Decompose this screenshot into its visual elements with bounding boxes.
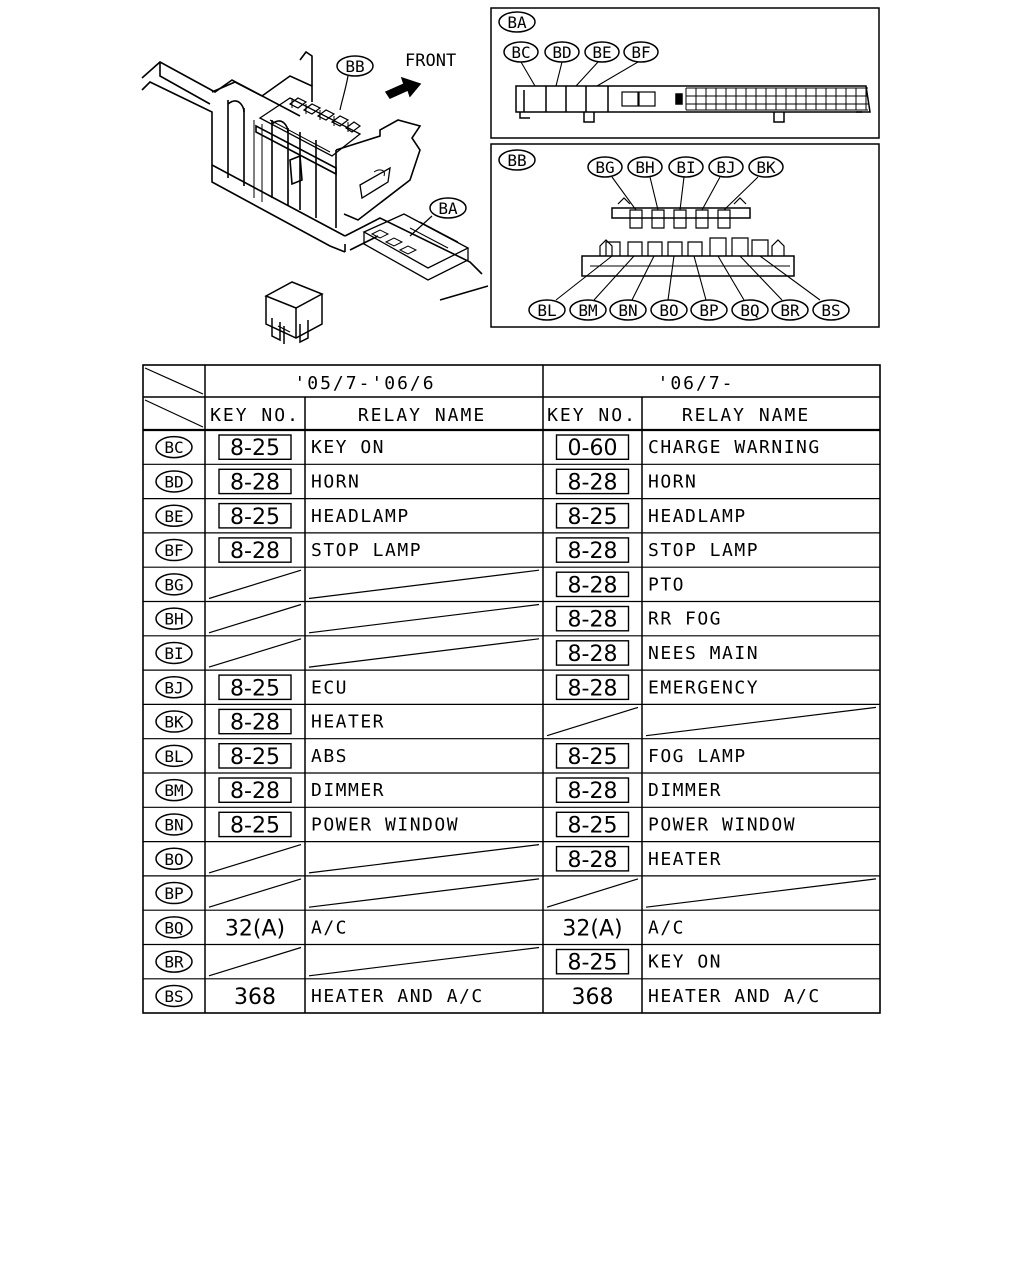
relay-cube-drawing [266,282,322,344]
key-number: 8-28 [230,710,280,736]
key-number: 0-60 [567,436,618,462]
relay-table [143,365,880,1013]
key-number: 368 [571,984,614,1010]
key-number: 368 [234,984,276,1010]
empty-cell-slash [646,707,876,735]
relay-name: PTO [648,574,686,596]
empty-cell-slash [309,639,539,667]
relay-name: A/C [311,917,349,939]
relay-name: HEADLAMP [648,505,747,527]
row-code: BN [164,815,184,835]
relay-name: DIMMER [648,780,723,802]
table-row [143,807,880,838]
relay-name: HEATER AND A/C [311,985,484,1007]
key-number: 8-25 [567,813,618,839]
key-number: 8-28 [567,539,618,565]
relay-name: ECU [311,677,349,699]
row-code: BI [164,643,184,663]
relay-name-header-2: RELAY NAME [681,405,811,426]
svg-text:BJ: BJ [716,158,736,177]
empty-cell-slash [309,948,539,976]
table-rows [143,435,880,1010]
svg-text:BQ: BQ [740,301,760,320]
row-code: BH [164,609,184,629]
inset-ba-relay-bubbles [504,42,658,86]
empty-cell-slash [209,845,301,873]
table-row [143,499,880,530]
relay-name: FOG LAMP [648,745,747,767]
svg-text:BL: BL [537,301,557,320]
svg-text:BA: BA [438,199,458,218]
relay-name-header-1: RELAY NAME [357,405,487,426]
table-row [143,979,880,1010]
inset-ba [491,8,879,138]
inset-ba-title: BA [507,13,527,32]
svg-text:BK: BK [756,158,776,177]
key-number: 8-25 [230,436,280,462]
empty-cell-slash [547,707,638,735]
row-code: BF [164,541,184,561]
svg-text:BR: BR [780,301,800,320]
key-number: 8-28 [230,779,280,805]
relay-name: HEATER [311,711,386,733]
svg-text:BD: BD [552,43,572,62]
relay-name: ABS [311,745,349,767]
relay-name: A/C [648,917,686,939]
empty-cell-slash [547,879,638,907]
svg-text:BB: BB [345,57,365,76]
row-code: BG [164,575,184,595]
empty-cell-slash [209,879,301,907]
row-code: BQ [164,918,184,938]
relay-name: HEATER AND A/C [648,985,821,1007]
svg-text:BE: BE [592,43,612,62]
empty-cell-slash [209,639,301,667]
row-code: BP [164,884,184,904]
key-number: 8-25 [230,504,280,530]
inset-bb-upper-bubbles [588,157,783,210]
svg-text:BF: BF [631,43,651,62]
svg-text:BG: BG [595,158,615,177]
key-number: 8-25 [567,744,618,770]
table-row [143,636,880,667]
relay-name: NEES MAIN [648,642,760,664]
empty-cell-slash [309,845,539,873]
fuse-grid [686,88,868,110]
key-number: 8-28 [567,470,618,496]
relay-name: HORN [311,471,361,493]
table-row [143,533,880,564]
svg-text:BP: BP [699,301,719,320]
relay-name: KEY ON [648,951,723,973]
front-arrow-icon [386,78,420,98]
key-number: 8-28 [567,847,618,873]
key-number: 8-25 [230,676,280,702]
period-1-header: '05/7-'06/6 [294,373,436,394]
empty-cell-slash [309,605,539,633]
key-number: 8-28 [230,539,280,565]
empty-cell-slash [209,605,301,633]
empty-cell-slash [309,570,539,598]
inset-bb-title: BB [507,151,527,170]
row-code: BL [164,746,184,766]
key-number: 8-25 [230,813,280,839]
svg-text:BO: BO [659,301,679,320]
row-code: BC [164,438,184,458]
svg-text:BS: BS [821,301,841,320]
key-number: 8-25 [567,504,618,530]
table-row [143,910,880,941]
relay-name: RR FOG [648,608,723,630]
key-number: 8-28 [567,641,618,667]
empty-cell-slash [209,570,301,598]
relay-name: POWER WINDOW [648,814,797,836]
chassis-drawing [142,52,488,300]
table-row [143,670,880,701]
key-number: 8-28 [567,779,618,805]
svg-text:BC: BC [511,43,531,62]
key-number: 8-28 [230,470,280,496]
key-number: 8-25 [230,744,280,770]
row-code: BM [164,781,184,801]
table-row [143,876,880,907]
relay-name: POWER WINDOW [311,814,460,836]
svg-text:BI: BI [676,158,696,177]
table-row [143,704,880,735]
table-row [143,945,880,976]
key-no-header-1: KEY NO. [210,405,300,426]
table-row [156,435,821,461]
table-row [143,739,880,770]
empty-cell-slash [209,948,301,976]
relay-name: STOP LAMP [648,540,760,562]
relay-name: HORN [648,471,698,493]
key-no-header-2: KEY NO. [547,405,637,426]
table-row [143,602,880,633]
key-number: 32(A) [224,916,286,942]
relay-name: EMERGENCY [648,677,760,699]
table-row [143,567,880,598]
svg-text:BN: BN [618,301,638,320]
table-row [143,773,880,804]
key-number: 8-28 [567,607,618,633]
inset-bb [491,144,879,327]
callout-bb [337,56,373,76]
relay-name: HEADLAMP [311,505,410,527]
row-code: BD [164,472,184,492]
table-row [143,842,880,873]
key-number: 8-25 [567,950,618,976]
svg-text:BH: BH [635,158,655,177]
relay-name: STOP LAMP [311,540,423,562]
row-code: BJ [164,678,184,698]
row-code: BK [164,712,184,732]
relay-name: DIMMER [311,780,386,802]
period-2-header: '06/7- [657,373,735,394]
relay-name: HEATER [648,848,723,870]
row-code: BE [164,506,184,526]
relay-name: CHARGE WARNING [648,437,821,459]
row-code: BR [164,952,184,972]
svg-text:BM: BM [578,301,598,320]
row-code: BS [164,986,184,1006]
row-code: BO [164,849,184,869]
front-label: FRONT [405,51,457,71]
key-number: 8-28 [567,573,618,599]
key-number: 32(A) [562,916,623,942]
relay-name: KEY ON [311,437,386,459]
empty-cell-slash [309,879,539,907]
callout-ba [430,198,466,218]
empty-cell-slash [646,879,876,907]
table-row [143,464,880,495]
key-number: 8-28 [567,676,618,702]
